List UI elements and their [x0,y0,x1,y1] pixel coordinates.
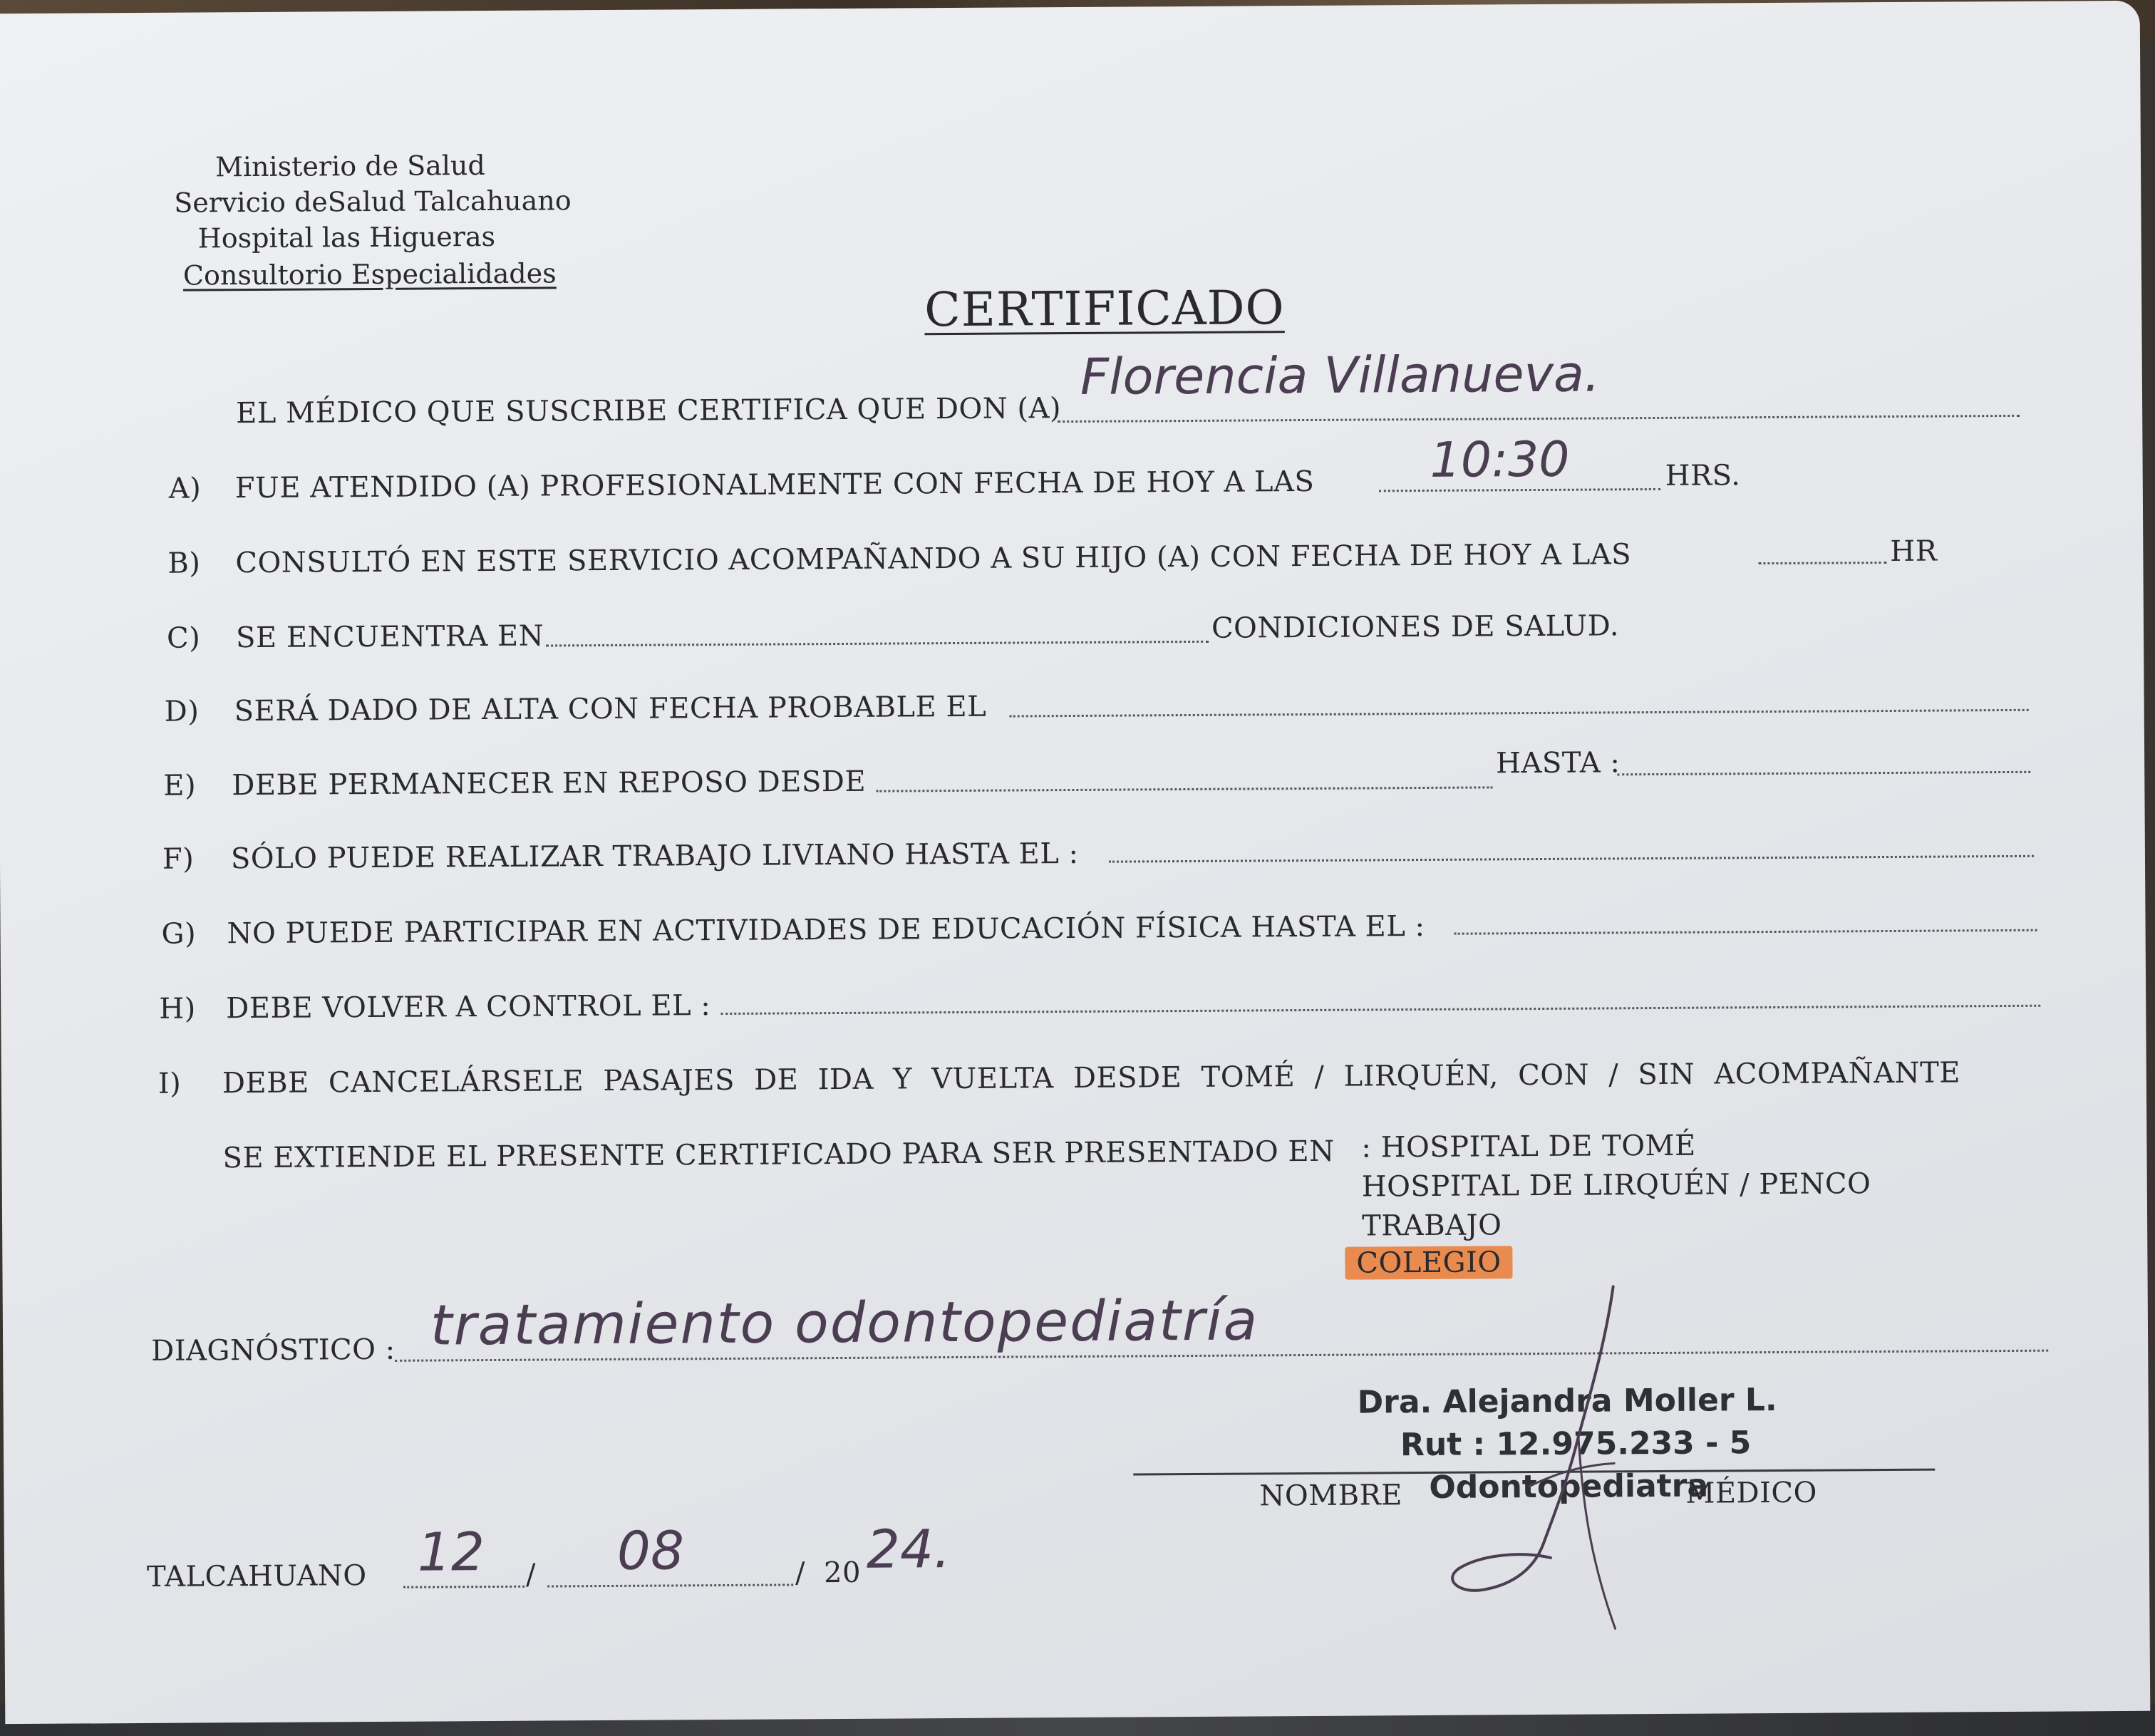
item-h-dotted-line [720,1005,2040,1015]
intro-dotted-line [1058,415,2020,423]
stamp-name: Dra. Alejandra Moller L. [1357,1381,1777,1421]
footer-separator-2: / [795,1556,806,1590]
header-clinic: Consultorio Especialidades [182,257,557,291]
footer-year-handwritten: 24. [866,1519,951,1581]
footer-month-dotted-line [547,1583,793,1587]
item-d-dotted-line [1010,709,2029,718]
patient-name-handwritten: Florencia Villanueva. [1080,344,1601,406]
item-e-text: DEBE PERMANECER EN REPOSO DESDE [232,765,867,802]
footer-month-handwritten: 08 [616,1520,685,1582]
item-a-dotted-line [1379,488,1660,492]
item-d-text: SERÁ DADO DE ALTA CON FECHA PROBABLE EL [234,690,987,728]
item-i-letter: I) [157,1067,182,1100]
presentation-option-colegio-highlighted: COLEGIO [1345,1246,1512,1279]
diagnosis-handwritten: tratamiento odontopediatría [430,1288,1259,1358]
stamp-title: Odontopediatra [1429,1467,1709,1506]
item-c-letter: C) [166,621,201,655]
item-a-letter: A) [168,472,202,505]
presentation-option-lirquen: HOSPITAL DE LIRQUÉN / PENCO [1361,1167,1871,1204]
signature-label-medico: MÉDICO [1685,1476,1818,1510]
page-title: CERTIFICADO [924,280,1285,338]
presentation-option-tome: : HOSPITAL DE TOMÉ [1361,1129,1696,1164]
signature-label-name: NOMBRE [1259,1479,1403,1513]
header-service: Servicio deSalud Talcahuano [174,185,572,219]
item-g-letter: G) [161,917,197,951]
item-b-dotted-line [1758,562,1886,564]
item-c-dotted-line [546,641,1209,647]
item-c-text: SE ENCUENTRA EN [235,619,544,655]
footer-separator-1: / [525,1558,537,1591]
item-d-letter: D) [164,695,200,728]
presentation-label: SE EXTIENDE EL PRESENTE CERTIFICADO PARA SER PRESENTADO EN [222,1135,1335,1175]
stamp-rut: Rut : 12.975.233 - 5 [1400,1425,1752,1464]
item-g-text: NO PUEDE PARTICIPAR EN ACTIVIDADES DE EDUCACIÓN FÍSICA HASTA EL : [227,909,1425,951]
item-i-text: DEBE CANCELÁRSELE PASAJES DE IDA Y VUELTA DESDE TOMÉ / LIRQUÉN, CON / SIN ACOMPAÑANTE [222,1056,1961,1100]
item-a-text: FUE ATENDIDO (A) PROFESIONALMENTE CON FECHA DE HOY A LAS [234,465,1315,505]
footer-day-handwritten: 12 [417,1521,485,1583]
item-f-text: SÓLO PUEDE REALIZAR TRABAJO LIVIANO HASTA EL : [230,837,1079,876]
header-ministry: Ministerio de Salud [215,150,485,183]
footer-city: TALCAHUANO [146,1559,367,1593]
presentation-option-trabajo: TRABAJO [1361,1209,1502,1243]
item-a-time-handwritten: 10:30 [1430,431,1570,489]
item-g-dotted-line [1454,929,2037,935]
handwritten-signature [1400,1272,1701,1645]
item-e-middle: HASTA : [1496,746,1621,780]
item-a-suffix: HRS. [1665,459,1741,492]
item-c-suffix: CONDICIONES DE SALUD. [1211,609,1620,645]
item-h-text: DEBE VOLVER A CONTROL EL : [226,989,711,1025]
item-e-to-dotted-line [1617,771,2030,776]
header-hospital: Hospital las Higueras [197,220,496,254]
footer-day-dotted-line [403,1586,524,1588]
item-f-letter: F) [162,842,195,876]
item-e-from-dotted-line [876,786,1492,792]
item-h-letter: H) [159,992,196,1025]
item-f-dotted-line [1109,855,2034,863]
diagnosis-label: DIAGNÓSTICO : [151,1333,396,1368]
item-b-letter: B) [167,547,201,580]
item-b-text: CONSULTÓ EN ESTE SERVICIO ACOMPAÑANDO A SU HIJO (A) CON FECHA DE HOY A LAS [235,538,1632,580]
item-e-letter: E) [163,769,197,802]
certificate-paper [0,1,2150,1724]
footer-year-prefix: 20 [823,1556,862,1590]
item-b-suffix: HR [1890,534,1938,568]
intro-label: EL MÉDICO QUE SUSCRIBE CERTIFICA QUE DON (A) [235,392,1062,430]
